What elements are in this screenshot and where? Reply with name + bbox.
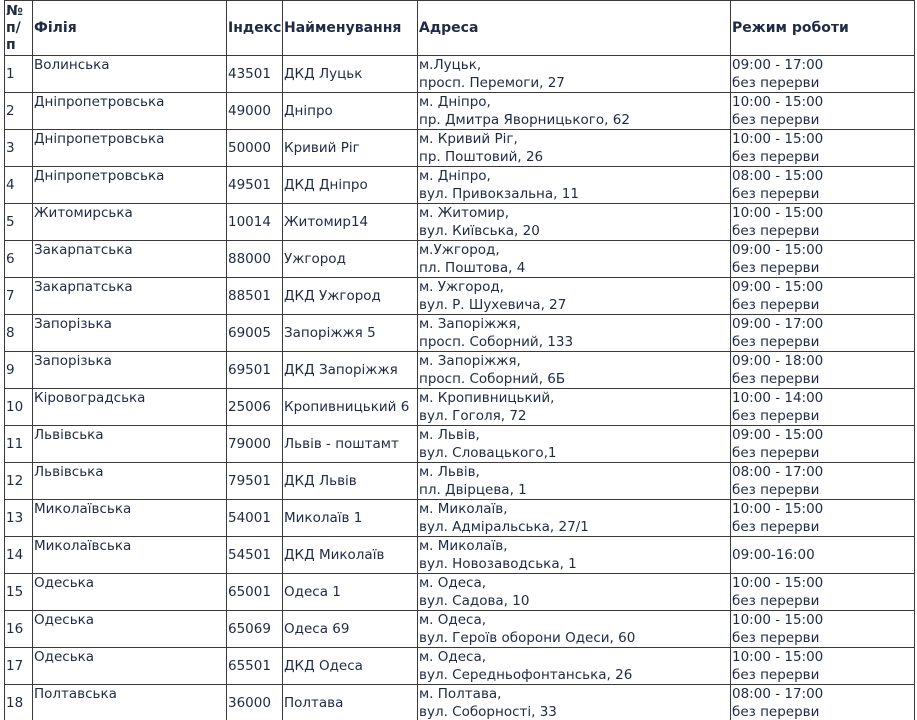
table-row bbox=[5, 685, 915, 720]
row-mode-note: без перерви bbox=[732, 519, 820, 535]
row-mode-note: без перерви bbox=[732, 593, 820, 609]
row-filia: Полтавська bbox=[33, 685, 227, 720]
row-name: Одеса 69 bbox=[283, 611, 418, 648]
offices-table bbox=[4, 0, 915, 720]
row-mode bbox=[731, 315, 915, 352]
table-row bbox=[5, 648, 915, 685]
row-filia: Дніпропетровська bbox=[33, 93, 227, 130]
row-index: 50000 bbox=[227, 130, 283, 167]
header-filia: Філія bbox=[33, 1, 227, 56]
row-address-city: м. Ужгород, bbox=[419, 279, 504, 295]
table-row bbox=[5, 500, 915, 537]
row-filia: Запорізька bbox=[33, 315, 227, 352]
row-name: ДКД Дніпро bbox=[283, 167, 418, 204]
row-index: 54001 bbox=[227, 500, 283, 537]
row-filia: Волинська bbox=[33, 56, 227, 93]
header-name: Найменування bbox=[283, 1, 418, 56]
row-address-city: м. Львів, bbox=[419, 427, 480, 443]
row-mode bbox=[731, 167, 915, 204]
row-name: Кривий Ріг bbox=[283, 130, 418, 167]
row-mode-hours: 10:00 - 15:00 bbox=[732, 612, 824, 628]
row-mode bbox=[731, 685, 915, 720]
row-filia: Львівська bbox=[33, 463, 227, 500]
row-number: 5 bbox=[5, 204, 33, 241]
row-number: 1 bbox=[5, 56, 33, 93]
row-address bbox=[418, 56, 731, 93]
row-address bbox=[418, 426, 731, 463]
row-address-city: м. Кривий Ріг, bbox=[419, 131, 518, 147]
row-address bbox=[418, 611, 731, 648]
row-address-street: вул. Р. Шухевича, 27 bbox=[419, 297, 567, 313]
row-address-street: вул. Новозаводська, 1 bbox=[419, 556, 577, 572]
table-row bbox=[5, 537, 915, 574]
row-filia: Одеська bbox=[33, 611, 227, 648]
row-address bbox=[418, 500, 731, 537]
row-number: 2 bbox=[5, 93, 33, 130]
row-mode-note: без перерви bbox=[732, 75, 820, 91]
row-name: Полтава bbox=[283, 685, 418, 720]
header-index: Індекс bbox=[227, 1, 283, 56]
row-mode-hours: 08:00 - 17:00 bbox=[732, 464, 824, 480]
row-mode bbox=[731, 93, 915, 130]
row-filia: Запорізька bbox=[33, 352, 227, 389]
table-body bbox=[5, 56, 915, 720]
row-mode bbox=[731, 352, 915, 389]
row-mode-note: без перерви bbox=[732, 223, 820, 239]
row-mode bbox=[731, 204, 915, 241]
row-name: Одеса 1 bbox=[283, 574, 418, 611]
row-address-city: м. Одеса, bbox=[419, 612, 487, 628]
row-address bbox=[418, 204, 731, 241]
row-filia: Миколаївська bbox=[33, 500, 227, 537]
row-mode-hours: 09:00 - 15:00 bbox=[732, 279, 824, 295]
row-name: ДКД Луцьк bbox=[283, 56, 418, 93]
table-row bbox=[5, 574, 915, 611]
row-filia: Житомирська bbox=[33, 204, 227, 241]
header-number-line: п bbox=[6, 36, 16, 53]
row-name: ДКД Запоріжжя bbox=[283, 352, 418, 389]
row-name: Житомир14 bbox=[283, 204, 418, 241]
row-index: 25006 bbox=[227, 389, 283, 426]
row-address bbox=[418, 93, 731, 130]
row-address-city: м. Запоріжжя, bbox=[419, 316, 521, 332]
row-mode bbox=[731, 611, 915, 648]
row-name: Запоріжжя 5 bbox=[283, 315, 418, 352]
row-filia: Дніпропетровська bbox=[33, 167, 227, 204]
row-address bbox=[418, 130, 731, 167]
row-mode-hours: 10:00 - 15:00 bbox=[732, 649, 824, 665]
row-filia: Миколаївська bbox=[33, 537, 227, 574]
row-address-street: вул. Привокзальна, 11 bbox=[419, 186, 579, 202]
header-number-line: п/ bbox=[6, 19, 21, 36]
row-address-city: м. Полтава, bbox=[419, 686, 502, 702]
row-number: 3 bbox=[5, 130, 33, 167]
row-mode bbox=[731, 574, 915, 611]
row-mode bbox=[731, 130, 915, 167]
row-address-street: пр. Дмитра Яворницького, 62 bbox=[419, 112, 630, 128]
row-number: 11 bbox=[5, 426, 33, 463]
row-address-street: вул. Середньофонтанська, 26 bbox=[419, 667, 633, 683]
table-row bbox=[5, 389, 915, 426]
row-mode-note: без перерви bbox=[732, 149, 820, 165]
row-mode-hours: 10:00 - 15:00 bbox=[732, 501, 824, 517]
row-name: Кропивницький 6 bbox=[283, 389, 418, 426]
row-mode-hours: 09:00 - 15:00 bbox=[732, 427, 824, 443]
row-number: 9 bbox=[5, 352, 33, 389]
table-row bbox=[5, 463, 915, 500]
row-mode-note: без перерви bbox=[732, 704, 820, 720]
row-address-city: м. Дніпро, bbox=[419, 168, 491, 184]
row-number: 16 bbox=[5, 611, 33, 648]
row-mode bbox=[731, 426, 915, 463]
row-number: 17 bbox=[5, 648, 33, 685]
row-number: 6 bbox=[5, 241, 33, 278]
row-index: 65001 bbox=[227, 574, 283, 611]
table-row bbox=[5, 426, 915, 463]
row-address bbox=[418, 537, 731, 574]
row-address bbox=[418, 648, 731, 685]
table-row bbox=[5, 56, 915, 93]
row-address-street: просп. Соборний, 6Б bbox=[419, 371, 566, 387]
row-address-street: пл. Двірцева, 1 bbox=[419, 482, 527, 498]
row-address-street: вул. Словацького,1 bbox=[419, 445, 557, 461]
row-number: 10 bbox=[5, 389, 33, 426]
row-address-street: вул. Київська, 20 bbox=[419, 223, 540, 239]
table-row bbox=[5, 130, 915, 167]
table-row bbox=[5, 278, 915, 315]
row-address-city: м.Луцьк, bbox=[419, 57, 482, 73]
row-number: 18 bbox=[5, 685, 33, 720]
row-address-street: вул. Адміральська, 27/1 bbox=[419, 519, 589, 535]
row-filia: Закарпатська bbox=[33, 241, 227, 278]
row-address-street: вул. Героїв оборони Одеси, 60 bbox=[419, 630, 636, 646]
row-filia: Львівська bbox=[33, 426, 227, 463]
row-mode-note: без перерви bbox=[732, 408, 820, 424]
header-number-line: № bbox=[6, 2, 23, 19]
row-mode-note: без перерви bbox=[732, 297, 820, 313]
table-row bbox=[5, 352, 915, 389]
row-name: Миколаїв 1 bbox=[283, 500, 418, 537]
row-index: 79501 bbox=[227, 463, 283, 500]
row-index: 65501 bbox=[227, 648, 283, 685]
row-address-street: просп. Соборний, 133 bbox=[419, 334, 574, 350]
header-number bbox=[5, 1, 33, 56]
row-index: 10014 bbox=[227, 204, 283, 241]
row-mode-hours: 08:00 - 17:00 bbox=[732, 686, 824, 702]
row-filia: Одеська bbox=[33, 574, 227, 611]
row-index: 49000 bbox=[227, 93, 283, 130]
table-row bbox=[5, 93, 915, 130]
row-mode-hours: 09:00 - 15:00 bbox=[732, 242, 824, 258]
row-index: 69501 bbox=[227, 352, 283, 389]
row-index: 65069 bbox=[227, 611, 283, 648]
row-address-street: вул. Садова, 10 bbox=[419, 593, 530, 609]
row-mode-hours: 10:00 - 15:00 bbox=[732, 205, 824, 221]
row-address bbox=[418, 167, 731, 204]
row-index: 49501 bbox=[227, 167, 283, 204]
row-index: 88501 bbox=[227, 278, 283, 315]
row-mode-note: без перерви bbox=[732, 630, 820, 646]
row-address-city: м. Одеса, bbox=[419, 649, 487, 665]
row-filia: Одеська bbox=[33, 648, 227, 685]
row-mode bbox=[731, 500, 915, 537]
header-address: Адреса bbox=[418, 1, 731, 56]
row-number: 7 bbox=[5, 278, 33, 315]
row-address-city: м. Кропивницький, bbox=[419, 390, 555, 406]
row-name: ДКД Одеса bbox=[283, 648, 418, 685]
row-address-city: м. Дніпро, bbox=[419, 94, 491, 110]
row-mode-note: без перерви bbox=[732, 445, 820, 461]
row-filia: Дніпропетровська bbox=[33, 130, 227, 167]
row-number: 4 bbox=[5, 167, 33, 204]
row-number: 14 bbox=[5, 537, 33, 574]
row-index: 36000 bbox=[227, 685, 283, 720]
row-mode-note: без перерви bbox=[732, 371, 820, 387]
row-name: ДКД Ужгород bbox=[283, 278, 418, 315]
row-address-street: вул. Соборності, 33 bbox=[419, 704, 557, 720]
row-index: 43501 bbox=[227, 56, 283, 93]
row-mode-note: без перерви bbox=[732, 667, 820, 683]
row-mode-hours: 08:00 - 15:00 bbox=[732, 168, 824, 184]
row-mode-hours: 09:00-16:00 bbox=[732, 547, 815, 563]
row-mode-hours: 10:00 - 15:00 bbox=[732, 575, 824, 591]
row-index: 69005 bbox=[227, 315, 283, 352]
row-mode-hours: 09:00 - 17:00 bbox=[732, 316, 824, 332]
row-address-city: м. Запоріжжя, bbox=[419, 353, 521, 369]
row-filia: Кіровоградська bbox=[33, 389, 227, 426]
row-mode bbox=[731, 389, 915, 426]
row-address bbox=[418, 463, 731, 500]
row-filia: Закарпатська bbox=[33, 278, 227, 315]
row-address-street: просп. Перемоги, 27 bbox=[419, 75, 565, 91]
row-address bbox=[418, 389, 731, 426]
table-row bbox=[5, 167, 915, 204]
table-header-row bbox=[5, 1, 915, 56]
row-mode bbox=[731, 648, 915, 685]
table-row bbox=[5, 241, 915, 278]
row-number: 8 bbox=[5, 315, 33, 352]
row-mode-hours: 10:00 - 15:00 bbox=[732, 94, 824, 110]
row-address bbox=[418, 278, 731, 315]
row-number: 15 bbox=[5, 574, 33, 611]
table-row bbox=[5, 611, 915, 648]
row-address-city: м. Одеса, bbox=[419, 575, 487, 591]
row-address bbox=[418, 241, 731, 278]
row-address-city: м. Житомир, bbox=[419, 205, 510, 221]
row-address-city: м. Миколаїв, bbox=[419, 501, 508, 517]
row-mode-note: без перерви bbox=[732, 260, 820, 276]
row-address-city: м. Миколаїв, bbox=[419, 538, 508, 554]
row-name: ДКД Львів bbox=[283, 463, 418, 500]
row-mode-note: без перерви bbox=[732, 482, 820, 498]
row-mode bbox=[731, 463, 915, 500]
row-address-street: пл. Поштова, 4 bbox=[419, 260, 526, 276]
row-address bbox=[418, 685, 731, 720]
row-address-street: вул. Гоголя, 72 bbox=[419, 408, 527, 424]
row-name: Ужгород bbox=[283, 241, 418, 278]
table-row bbox=[5, 315, 915, 352]
row-address-city: м.Ужгород, bbox=[419, 242, 500, 258]
row-number: 12 bbox=[5, 463, 33, 500]
row-index: 79000 bbox=[227, 426, 283, 463]
table-row bbox=[5, 204, 915, 241]
row-mode bbox=[731, 278, 915, 315]
row-address bbox=[418, 352, 731, 389]
row-address-city: м. Львів, bbox=[419, 464, 480, 480]
row-mode bbox=[731, 537, 915, 574]
row-mode-note: без перерви bbox=[732, 186, 820, 202]
row-address bbox=[418, 315, 731, 352]
row-mode-hours: 10:00 - 15:00 bbox=[732, 131, 824, 147]
row-address bbox=[418, 574, 731, 611]
row-index: 88000 bbox=[227, 241, 283, 278]
row-mode-hours: 09:00 - 18:00 bbox=[732, 353, 824, 369]
row-mode-note: без перерви bbox=[732, 334, 820, 350]
row-mode-hours: 10:00 - 14:00 bbox=[732, 390, 824, 406]
row-address-street: пр. Поштовий, 26 bbox=[419, 149, 544, 165]
row-name: Дніпро bbox=[283, 93, 418, 130]
header-mode: Режим роботи bbox=[731, 1, 915, 56]
row-mode bbox=[731, 241, 915, 278]
row-mode bbox=[731, 56, 915, 93]
row-index: 54501 bbox=[227, 537, 283, 574]
row-number: 13 bbox=[5, 500, 33, 537]
row-mode-hours: 09:00 - 17:00 bbox=[732, 57, 824, 73]
row-name: Львів - поштамт bbox=[283, 426, 418, 463]
row-mode-note: без перерви bbox=[732, 112, 820, 128]
row-name: ДКД Миколаїв bbox=[283, 537, 418, 574]
